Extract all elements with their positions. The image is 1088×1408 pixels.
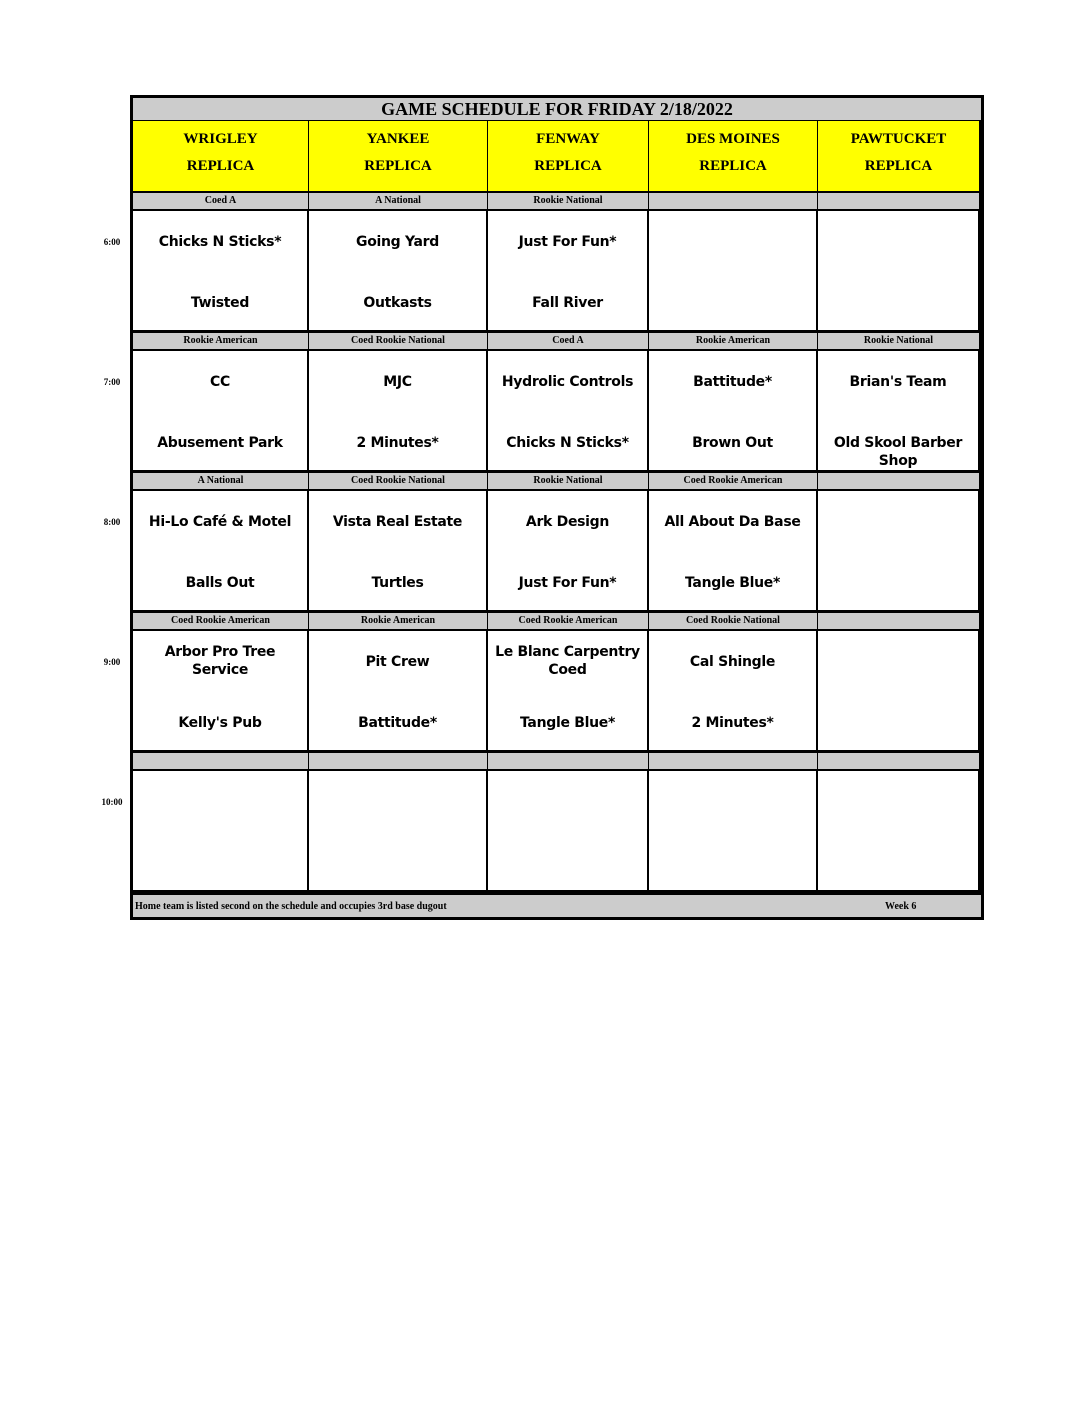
game-cell xyxy=(649,211,819,333)
game-cell xyxy=(818,631,981,753)
home-team: 2 Minutes* xyxy=(356,435,439,451)
game-cell xyxy=(649,631,819,753)
division-label xyxy=(818,193,981,211)
away-team: Brian's Team xyxy=(849,374,947,390)
away-team: Pit Crew xyxy=(365,654,430,670)
game-cell xyxy=(818,771,981,893)
home-team: Balls Out xyxy=(185,575,255,591)
away-team: Le Blanc Carpentry Coed xyxy=(495,644,640,678)
away-team: Going Yard xyxy=(356,234,439,250)
home-team: Chicks N Sticks* xyxy=(506,435,629,451)
game-cell xyxy=(133,211,310,333)
field-subtitle: REPLICA xyxy=(364,158,432,174)
division-label: Rookie National xyxy=(818,333,981,351)
game-cell xyxy=(133,771,310,893)
game-cell xyxy=(309,351,489,473)
division-label xyxy=(818,613,981,631)
away-team: Arbor Pro Tree Service xyxy=(164,644,276,678)
game-cell xyxy=(649,491,819,613)
away-team: CC xyxy=(210,374,230,390)
away-team: Chicks N Sticks* xyxy=(158,234,282,250)
field-header xyxy=(488,121,650,193)
game-cell xyxy=(309,631,489,753)
time-label: 9:00 xyxy=(103,657,121,667)
game-cell xyxy=(818,211,981,333)
home-team: Twisted xyxy=(190,295,250,311)
division-label xyxy=(818,473,981,491)
field-subtitle: REPLICA xyxy=(699,158,767,174)
division-label xyxy=(488,753,650,771)
schedule-footer xyxy=(130,893,984,920)
field-header xyxy=(309,121,489,193)
division-label: Coed Rookie National xyxy=(649,613,819,631)
home-team: Abusement Park xyxy=(157,435,283,451)
away-team: Ark Design xyxy=(525,514,610,530)
home-team: Old Skool Barber Shop xyxy=(833,435,963,469)
game-cell xyxy=(309,771,489,893)
division-label: Rookie American xyxy=(309,613,489,631)
field-name: FENWAY xyxy=(536,131,600,147)
field-subtitle: REPLICA xyxy=(864,158,933,174)
division-label xyxy=(133,753,310,771)
division-label: Rookie National xyxy=(488,193,650,211)
home-team: Kelly's Pub xyxy=(178,715,262,731)
week-label: Week 6 xyxy=(885,901,917,912)
game-cell xyxy=(818,491,981,613)
field-name: DES MOINES xyxy=(686,131,780,147)
division-label: Rookie American xyxy=(649,333,819,351)
division-label: Coed Rookie American xyxy=(649,473,819,491)
footer-note: Home team is listed second on the schedule and occupies 3rd base dugout xyxy=(135,901,447,912)
game-cell xyxy=(133,631,310,753)
field-subtitle: REPLICA xyxy=(534,158,602,174)
field-header xyxy=(818,121,981,193)
division-label: A National xyxy=(133,473,310,491)
away-team: Vista Real Estate xyxy=(332,514,463,530)
away-team: MJC xyxy=(383,374,412,390)
division-label: Coed Rookie National xyxy=(309,333,489,351)
away-team: Cal Shingle xyxy=(689,654,776,670)
home-team: Tangle Blue* xyxy=(684,575,780,591)
away-team: Just For Fun* xyxy=(518,234,617,250)
field-name: YANKEE xyxy=(366,131,430,147)
field-subtitle: REPLICA xyxy=(186,158,255,174)
home-team: Battitude* xyxy=(358,715,437,731)
field-header xyxy=(649,121,819,193)
division-label: Coed Rookie National xyxy=(309,473,489,491)
game-cell xyxy=(649,351,819,473)
home-team: Just For Fun* xyxy=(518,575,617,591)
home-team: Fall River xyxy=(532,295,603,311)
time-label: 6:00 xyxy=(103,237,121,247)
game-cell xyxy=(309,491,489,613)
game-cell xyxy=(133,491,310,613)
division-label: Coed A xyxy=(488,333,650,351)
field-header xyxy=(133,121,310,193)
division-label xyxy=(818,753,981,771)
time-label: 7:00 xyxy=(103,377,121,387)
home-team: Tangle Blue* xyxy=(519,715,615,731)
away-team: Hi-Lo Café & Motel xyxy=(148,514,292,530)
division-label: Coed A xyxy=(133,193,310,211)
home-team: Outkasts xyxy=(363,295,432,311)
home-team: Brown Out xyxy=(692,435,773,451)
schedule-title: GAME SCHEDULE FOR FRIDAY 2/18/2022 xyxy=(130,95,984,122)
division-label xyxy=(309,753,489,771)
time-label: 10:00 xyxy=(101,797,123,807)
game-cell xyxy=(488,491,650,613)
game-cell xyxy=(488,631,650,753)
home-team: 2 Minutes* xyxy=(691,715,774,731)
field-name: WRIGLEY xyxy=(183,131,258,147)
field-name: PAWTUCKET xyxy=(850,131,947,147)
away-team: Hydrolic Controls xyxy=(501,374,634,390)
game-cell xyxy=(133,351,310,473)
home-team: Turtles xyxy=(371,575,424,591)
division-label xyxy=(649,753,819,771)
game-cell xyxy=(488,771,650,893)
away-team: All About Da Base xyxy=(664,514,801,530)
time-label: 8:00 xyxy=(103,517,121,527)
division-label: Rookie National xyxy=(488,473,650,491)
division-label: A National xyxy=(309,193,489,211)
game-cell xyxy=(649,771,819,893)
game-cell xyxy=(488,211,650,333)
division-label: Coed Rookie American xyxy=(488,613,650,631)
division-label: Rookie American xyxy=(133,333,310,351)
division-label: Coed Rookie American xyxy=(133,613,310,631)
game-cell xyxy=(818,351,981,473)
game-cell xyxy=(488,351,650,473)
game-cell xyxy=(309,211,489,333)
division-label xyxy=(649,193,819,211)
away-team: Battitude* xyxy=(693,374,772,390)
